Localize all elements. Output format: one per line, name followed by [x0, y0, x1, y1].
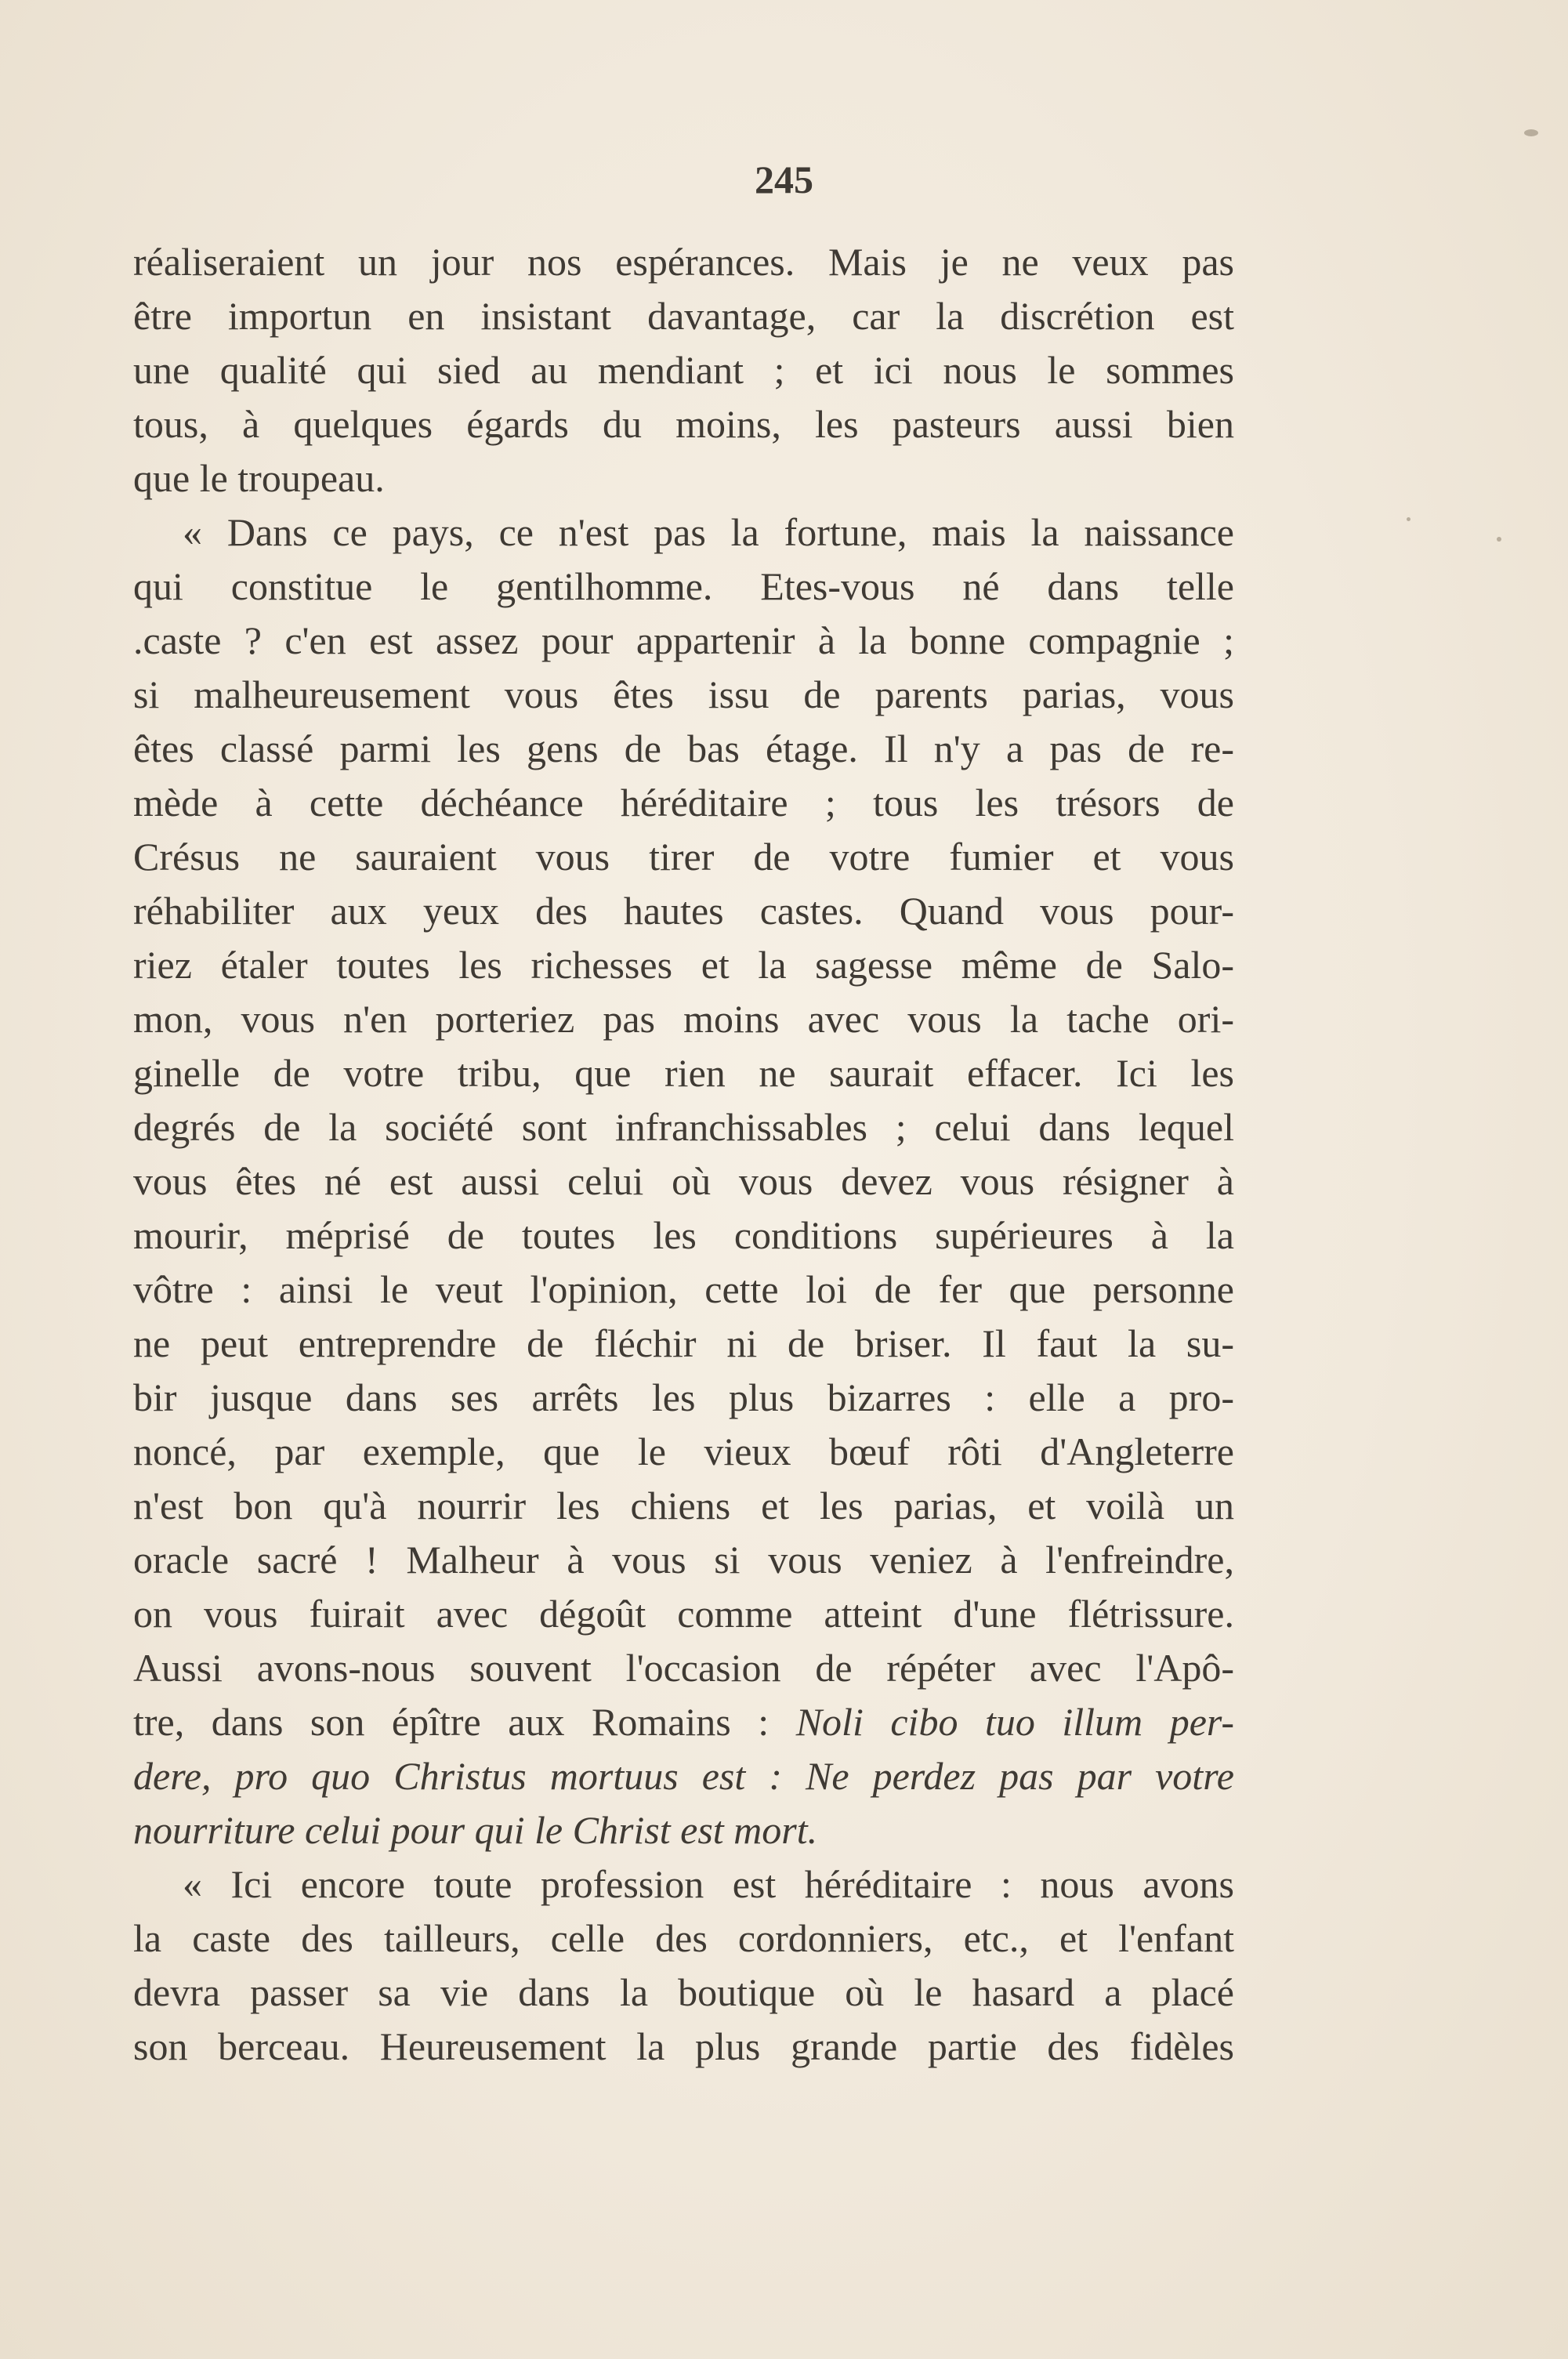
text-line: noncé, par exemple, que le vieux bœuf rôti d'Angleterre — [133, 1430, 1234, 1473]
ink-speck — [1497, 537, 1501, 542]
italic-line: nourriture celui pour qui le Christ est mort. — [133, 1808, 818, 1852]
text-line-mixed — [133, 1695, 1234, 1749]
text-line: mède à cette déchéance héréditaire ; tous les trésors de — [133, 781, 1234, 824]
text-line: « Dans ce pays, ce n'est pas la fortune, mais la naissance — [183, 510, 1234, 554]
text-line: tous, à quelques égards du moins, les pasteurs aussi bien — [133, 402, 1234, 446]
text-line: « Ici encore toute profession est héréditaire : nous avons — [183, 1862, 1234, 1906]
text-line: mourir, méprisé de toutes les conditions supérieures à la — [133, 1213, 1234, 1257]
text-line: devra passer sa vie dans la boutique où le hasard a placé — [133, 1970, 1234, 2014]
text-line: .caste ? c'en est assez pour appartenir à la bonne compagnie ; — [133, 618, 1234, 662]
text-line: ne peut entreprendre de fléchir ni de briser. Il faut la su- — [133, 1321, 1234, 1365]
text-line: oracle sacré ! Malheur à vous si vous veniez à l'enfreindre, — [133, 1538, 1234, 1582]
text-line: réhabiliter aux yeux des hautes castes. Quand vous pour- — [133, 889, 1234, 933]
text-line: Crésus ne sauraient vous tirer de votre fumier et vous — [133, 835, 1234, 879]
text-line: réaliseraient un jour nos espérances. Mais je ne veux pas — [133, 240, 1234, 284]
text-line: on vous fuirait avec dégoût comme atteint d'une flétrissure. — [133, 1592, 1234, 1636]
text-line: Aussi avons-nous souvent l'occasion de répéter avec l'Apô- — [133, 1646, 1234, 1690]
text-line: êtes classé parmi les gens de bas étage. Il n'y a pas de re- — [133, 727, 1234, 770]
text-line: vous êtes né est aussi celui où vous devez vous résigner à — [133, 1159, 1234, 1203]
ink-speck — [1407, 517, 1410, 521]
text-line: mon, vous n'en porteriez pas moins avec vous la tache ori- — [133, 997, 1234, 1041]
text-line: n'est bon qu'à nourrir les chiens et les parias, et voilà un — [133, 1484, 1234, 1527]
latin-quote: Noli cibo tuo illum per- — [795, 1700, 1234, 1744]
ink-speck — [1524, 129, 1538, 136]
page-number: 245 — [755, 158, 813, 201]
text-line: qui constitue le gentilhomme. Etes-vous né dans telle — [133, 564, 1234, 608]
text-line: une qualité qui sied au mendiant ; et ici nous le sommes — [133, 348, 1234, 392]
roman-segment: tre, dans son épître aux Romains : — [133, 1700, 796, 1744]
italic-line: dere, pro quo Christus mortuus est : Ne perdez pas par votre — [133, 1754, 1234, 1798]
text-line: bir jusque dans ses arrêts les plus bizarres : elle a pro- — [133, 1375, 1234, 1419]
text-line: la caste des tailleurs, celle des cordonniers, etc., et l'enfant — [133, 1916, 1234, 1960]
text-line: vôtre : ainsi le veut l'opinion, cette loi de fer que personne — [133, 1267, 1234, 1311]
text-line: si malheureusement vous êtes issu de parents parias, vous — [133, 672, 1234, 716]
text-line: être importun en insistant davantage, car la discrétion est — [133, 294, 1234, 338]
text-line: riez étaler toutes les richesses et la sagesse même de Salo- — [133, 943, 1234, 987]
text-line: que le troupeau. — [133, 456, 385, 500]
text-line: son berceau. Heureusement la plus grande partie des fidèles — [133, 2024, 1234, 2068]
body-text — [133, 235, 1234, 2074]
text-line: ginelle de votre tribu, que rien ne saurait effacer. Ici les — [133, 1051, 1234, 1095]
text-line: degrés de la société sont infranchissables ; celui dans lequel — [133, 1105, 1234, 1149]
